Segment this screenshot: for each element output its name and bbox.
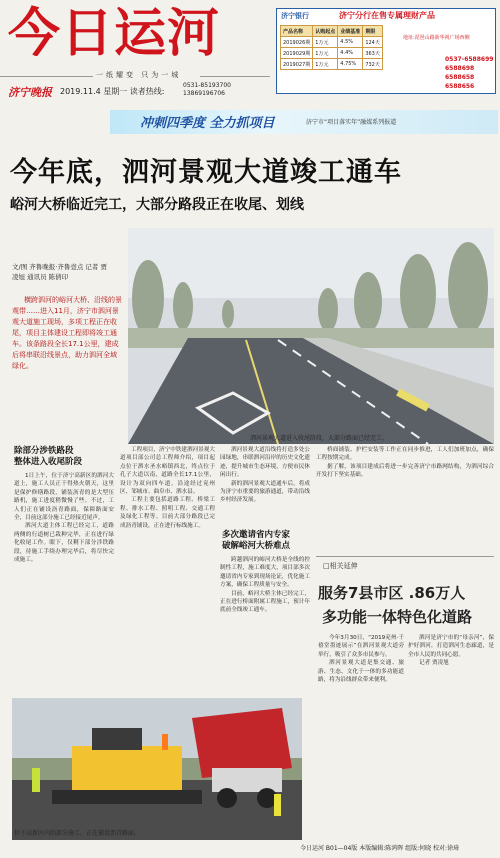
paragraph: 今年3月30日，“2019兖州·千禧堂墨迹展示”在泗河景观大道旁举行，吸引了众多市民参与。 (318, 635, 404, 658)
reader-hotline (183, 82, 231, 98)
section-heading (14, 446, 82, 468)
paving-illustration (12, 698, 302, 840)
photo-caption: 位于高新区内的部分施工，正在铺设沥青路面。 (14, 830, 141, 837)
article-column (220, 446, 310, 526)
story2-headline-line2: 多功能一体特色化道路 (322, 608, 473, 626)
table-cell: 4.5% (338, 37, 363, 48)
lead-paragraph: 横跨泗河的峪河大桥、沿线的景观带……进入11月，济宁市泗河景观大道施工现场，多项工程正在收尾，项目主体建设工程即将竣工通车。该条路段全长17.1公里，建成后将串联沿线景点，助力泗河全域绿化。 (12, 296, 122, 370)
table-cell: 1万元 (313, 37, 338, 48)
article-column (14, 472, 114, 692)
date-line: 2019.11.4 星期一 读者热线: (60, 87, 165, 96)
road-illustration (128, 228, 494, 444)
divider (0, 76, 93, 77)
byline: 文/图 齐鲁晚报·齐鲁壹点 记者 贾凌旭 通讯员 陈倩印 (12, 263, 107, 281)
paragraph: 工程项目，济宁中铁建泗河景观大道项目部公司总工程师介绍，项目起点位于泗水圣水峪镇西北，终点位于孔子大道以南，道路全长17.1公里，设计为双向四车道，沿途经过兖州区、邹城市、曲阜市、泗水县。 (120, 447, 215, 496)
main-headline: 今年底，泗河景观大道竣工通车 (10, 157, 402, 188)
article-column (318, 634, 404, 834)
paragraph: 泗河大道主体工程已经完工，道路两侧的行道树已栽种完毕，正在进行绿化收尾工作。眼下，仅剩下部分涉铁路段，待施工手续办理完毕后，将尽快完成施工。 (14, 523, 114, 564)
divider (316, 556, 494, 557)
banner-title: 冲刺四季度 全力抓项目 (140, 116, 275, 131)
article-column (408, 634, 494, 834)
story2-headline-line1: 服务7县市区 .86万人 (318, 584, 466, 602)
phone-1: 0531-85193700 (183, 82, 231, 89)
paragraph: 泗河是济宁市的“母亲河”，保护好泗河，打造泗河生态廊道，是全市人民的共同心愿。 (408, 635, 494, 658)
paragraph: 泗河景观大道沿线将打造多处公园绿地，串联泗河沿岸的历史文化遗迹，提升城市生态环境，方便市民休闲出行。 (220, 447, 310, 479)
table-cell: 2019029期 (281, 48, 313, 59)
table-cell: 1万元 (313, 48, 338, 59)
series-banner (110, 110, 498, 134)
page-footer: 今日运河 B01—04版 本版编辑:陈鸿晖 组版:何晓 校对:徐琦 (300, 845, 460, 852)
paragraph: 1日上午，位于济宁高新区的泗河大道上，施工人员正干得热火朝天，这里是保护修缮路段，铺装沥青的是大型压路机，施工进度稍微慢了些。不过，工人们正在铺设沥青路面，保障路面安全，目前这部分施工已经接近尾声。 (14, 473, 114, 522)
section-heading-line: 多次邀请省内专家 (222, 530, 291, 540)
paragraph: 目前，峪河大桥主体已经完工，正在进行桥面附属工程施工，预计年底前全线竣工通车。 (220, 590, 310, 614)
bank-logo-text: 济宁银行 (281, 12, 309, 20)
table-cell: 4.4% (338, 48, 363, 59)
sub-headline: 峪河大桥临近完工，大部分路段正在收尾、划线 (10, 197, 304, 213)
section-heading (222, 530, 290, 552)
table-cell: 363天 (363, 48, 383, 59)
ad-phone: 6588658 (445, 74, 475, 81)
table-cell: 1万元 (313, 59, 338, 70)
table-header-cell: 期限 (363, 26, 383, 37)
table-row (281, 37, 383, 48)
table-cell: 2019026期 (281, 37, 313, 48)
brand-name: 济宁晚报 (8, 86, 52, 99)
paragraph: 记者 贾凌旭 (419, 660, 449, 667)
table-row (281, 48, 383, 59)
table-cell: 732天 (363, 59, 383, 70)
article-column (316, 446, 494, 550)
product-table (280, 25, 383, 70)
ad-phone: 6588656 (445, 83, 475, 90)
paving-photo (12, 698, 302, 840)
related-label: □相关延伸 (323, 562, 358, 570)
table-header-cell: 业绩基准 (338, 26, 363, 37)
table-header-cell: 产品名称 (281, 26, 313, 37)
photo-caption: 泗河景观大道进入收尾阶段，大部分路面已经完工。 (250, 435, 389, 442)
paragraph: 跨越泗河的峪河大桥是全线的控制性工程，施工难度大，项目部多次邀请省内专家到现场论证，优化施工方案，确保工程质量与安全。 (220, 557, 310, 589)
ad-phone: 0537-6588699 (445, 56, 494, 63)
paper-name: 今日运河 (8, 4, 221, 64)
table-cell: 4.75% (338, 59, 363, 70)
paragraph: 泗河景观大道是集交通、旅游、生态、文化于一体的多功能道路，将为沿线群众带来便利。 (318, 660, 404, 684)
ad-address: 地址:琵琶山路新华视广场西侧 (403, 35, 470, 41)
paragraph: 桥面铺装、护栏安装等工作正在同步推进，工人们加班加点，确保工程按期完成。 (316, 447, 494, 462)
divider (200, 76, 270, 77)
banner-subtitle: 济宁市“项目落实年”融媒系列报道 (306, 119, 397, 126)
section-heading-line: 整体进入收尾阶段 (14, 457, 83, 467)
table-header-cell: 认购起点 (313, 26, 338, 37)
section-heading-line: 破解峪河大桥难点 (222, 541, 291, 551)
ad-header (277, 9, 495, 23)
section-heading-line: 除部分涉铁路段 (14, 446, 74, 456)
article-column (220, 556, 310, 692)
ad-phone: 6588698 (445, 65, 475, 72)
ad-phones (445, 55, 493, 91)
paragraph: 新的泗河景观大道通车后，将成为济宁市重要的旅游通道，带动沿线乡村经济发展。 (220, 480, 310, 504)
table-cell: 124天 (363, 37, 383, 48)
article-column (120, 446, 215, 692)
bank-ad (276, 8, 496, 94)
ad-title: 济宁分行在售专属理财产品 (339, 11, 435, 20)
paper-slogan: 一纸耀变 只为一城 (96, 71, 182, 79)
paragraph: 工程主要包括道路工程、桥梁工程、排水工程、照明工程、交通工程及绿化工程等。目前大部分路段已完成沥青铺设，正在进行标线施工。 (120, 497, 215, 529)
paragraph: 据了解，该项目建成后将进一步完善济宁市路网结构，为泗河综合开发打下坚实基础。 (316, 463, 494, 479)
table-header-row (281, 26, 383, 37)
table-cell: 2019027期 (281, 59, 313, 70)
road-photo (128, 228, 494, 444)
table-row (281, 59, 383, 70)
phone-2: 13869196706 (183, 90, 225, 97)
